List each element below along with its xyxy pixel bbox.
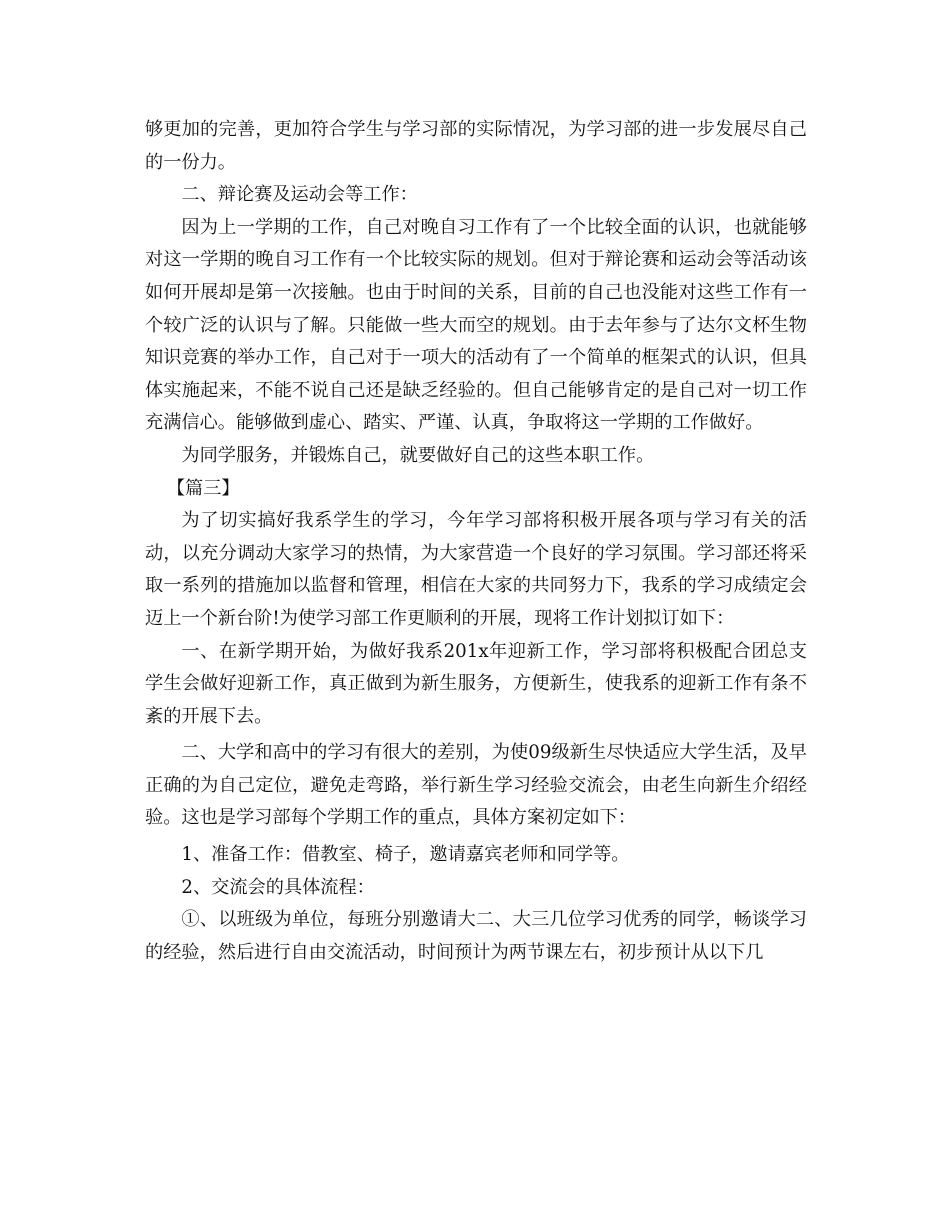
section-heading-debate: 二、辩论赛及运动会等工作： xyxy=(181,184,418,206)
paragraph-serve-classmates: 为同学服务，并锻炼自己，就要做好自己的这些本职工作。 xyxy=(181,444,655,466)
paragraph-debate-body: 因为上一学期的工作，自己对晚自习工作有了一个比较全面的认识，也就能够对这一学期的晚自习工作有一个比较实际的规划。但对于辩论赛和运动会等活动该如何开展却是第一次接触。也由于时间的关系，目前的自己也没能对这些工作有一个较广泛的认识与了解。只能做一些大而空的规划。由于去年参与了达尔文杯生物知识竞赛的举办工作，自己对于一项大的活动有了一个简单的框架式的认识，但具体实施起来，不能不说自己还是缺乏经验的。但自己能够肯定的是自己对一切工作充满信心。能够做到虚心、踏实、严谨、认真，争取将这一学期的工作做好。 xyxy=(145,216,807,434)
document-page xyxy=(145,114,807,969)
list-item-class-unit: ①、以班级为单位，每班分别邀请大二、大三几位学习优秀的同学，畅谈学习的经验，然后进行自由交流活动，时间预计为两节课左右，初步预计从以下几 xyxy=(145,909,807,963)
list-item-process: 2、交流会的具体流程： xyxy=(181,876,375,898)
list-item-preparation: 1、准备工作：借教室、椅子，邀请嘉宾老师和同学等。 xyxy=(181,844,630,866)
section-title-part-three: 【篇三】 xyxy=(166,477,240,499)
paragraph-item-two: 二、大学和高中的学习有很大的差别，为使09级新生尽快适应大学生活，及早正确的为自己定位，避免走弯路，举行新生学习经验交流会，由老生向新生介绍经验。这也是学习部每个学期工作的重点，具体方案初定如下： xyxy=(145,742,807,829)
paragraph-item-one: 一、在新学期开始，为做好我系201x年迎新工作，学习部将积极配合团总支学生会做好迎新工作，真正做到为新生服务，方便新生，使我系的迎新工作有条不紊的开展下去。 xyxy=(145,640,807,727)
paragraph-continuation: 够更加的完善，更加符合学生与学习部的实际情况，为学习部的进一步发展尽自己的一份力。 xyxy=(145,119,807,173)
paragraph-part-three-intro: 为了切实搞好我系学生的学习，今年学习部将积极开展各项与学习有关的活动，以充分调动大家学习的热情，为大家营造一个良好的学习氛围。学习部还将采取一系列的措施加以监督和管理，相信在大家的共同努力下，我系的学习成绩定会迈上一个新台阶!为使学习部工作更顺利的开展，现将工作计划拟订如下： xyxy=(145,510,807,629)
